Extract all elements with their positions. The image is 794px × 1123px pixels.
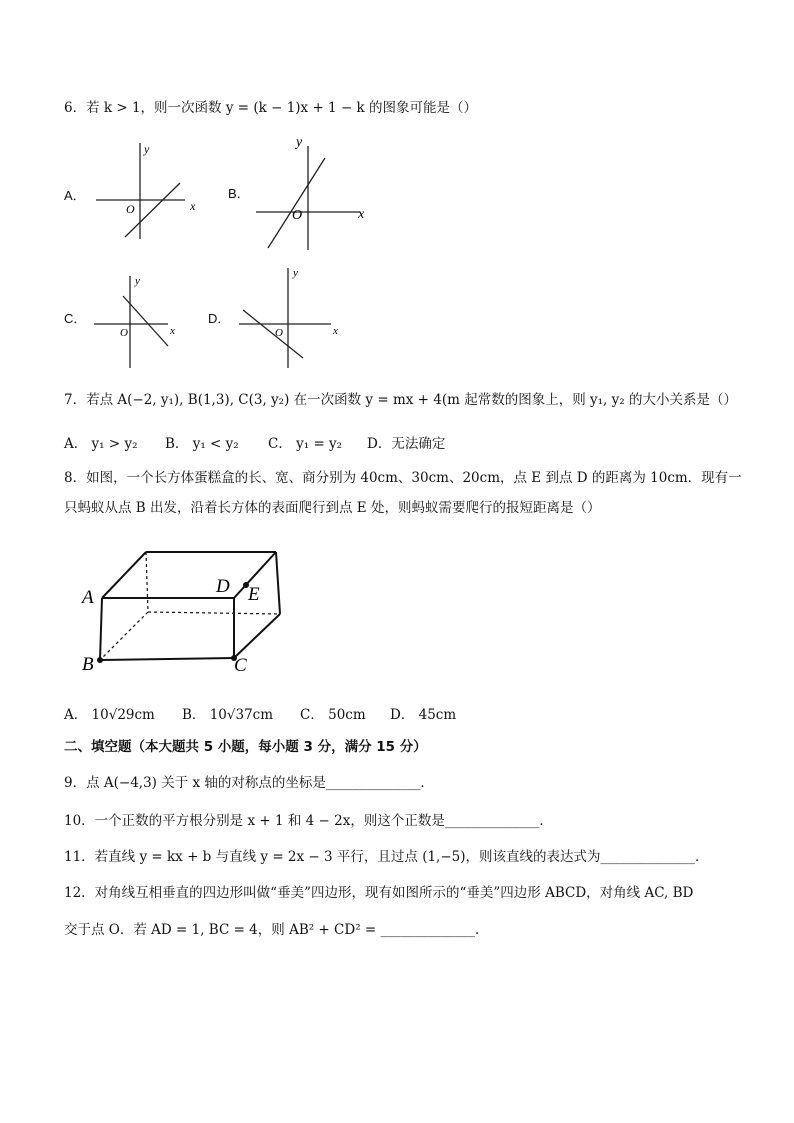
q8-option-a: A． 10√29cm: [64, 707, 155, 723]
q6-b-y-label: y: [296, 135, 303, 150]
q6-b-origin-label: O: [292, 208, 303, 223]
q8-label-c: C: [234, 655, 247, 675]
q6-option-a-label: A．: [64, 188, 86, 203]
q8-option-d: D． 45cm: [390, 707, 457, 723]
q6-graph-d: [235, 262, 345, 372]
q6-graph-c: [90, 270, 190, 370]
q8-text-line1: 8．如图，一个长方体蛋糕盒的长、宽、商分别为 40cm、30cm、20cm，点 E 到点 D 的距离为 10cm．现有一: [64, 470, 742, 486]
q7-option-d: D．无法确定: [367, 436, 446, 452]
q6-d-x-label: x: [333, 325, 338, 337]
q12-text-line1: 12．对角线互相垂直的四边形叫做“垂美”四边形，现有如图所示的“垂美”四边形 ABCD，对角线 AC, BD: [64, 885, 694, 901]
q6-a-origin-label: O: [126, 202, 135, 216]
q6-a-y-label: y: [144, 142, 150, 156]
q6-b-x-label: x: [358, 207, 365, 222]
q6-c-origin-label: O: [120, 327, 128, 339]
q6-d-y-label: y: [293, 267, 298, 279]
q8-cuboid-figure: [76, 540, 296, 675]
q6-text: 6．若 k > 1，则一次函数 y = (k − 1)x + 1 − k 的图象可能是（）: [64, 100, 478, 116]
q11-text: 11．若直线 y = kx + b 与直线 y = 2x − 3 平行，且过点 (1,−5)，则该直线的表达式为______________．: [64, 849, 709, 865]
q6-option-d-label: D．: [208, 311, 231, 326]
q8-text-line2: 只蚂蚁从点 B 出发，沿着长方体的表面爬行到点 E 处，则蚂蚁需要爬行的报短距离是（）: [64, 500, 601, 516]
q7-option-a: A． y₁ > y₂: [64, 436, 138, 452]
q6-d-origin-label: O: [275, 327, 283, 339]
q8-option-b: B． 10√37cm: [182, 707, 274, 723]
q7-text: 7．若点 A(−2, y₁), B(1,3), C(3, y₂) 在一次函数 y = mx + 4(m 起常数的图象上，则 y₁, y₂ 的大小关系是（）: [64, 392, 737, 408]
q6-graph-a: [90, 135, 210, 245]
q6-option-c-label: C．: [64, 311, 87, 326]
q6-graph-b: [250, 130, 380, 255]
q7-option-b: B． y₁ < y₂: [165, 436, 239, 452]
q6-a-x-label: x: [190, 199, 196, 213]
q9-text: 9．点 A(−4,3) 关于 x 轴的对称点的坐标是______________．: [64, 775, 434, 791]
q6-option-b-label: B．: [228, 186, 250, 201]
q8-label-e: E: [248, 584, 260, 605]
q7-option-c: C． y₁ = y₂: [268, 436, 343, 452]
q6-c-y-label: y: [135, 275, 140, 287]
q8-label-d: D: [216, 576, 230, 597]
section-2-heading: 二、填空题（本大题共 5 小题，每小题 3 分，满分 15 分）: [64, 739, 427, 755]
q12-text-line2: 交于点 O．若 AD = 1, BC = 4，则 AB² + CD² = ______________．: [64, 922, 489, 938]
q8-option-c: C． 50cm: [300, 707, 366, 723]
q10-text: 10．一个正数的平方根分别是 x + 1 和 4 − 2x，则这个正数是______________．: [64, 813, 553, 829]
q6-c-x-label: x: [170, 325, 175, 337]
q8-label-a: A: [82, 587, 94, 608]
q8-label-b: B: [82, 654, 94, 675]
